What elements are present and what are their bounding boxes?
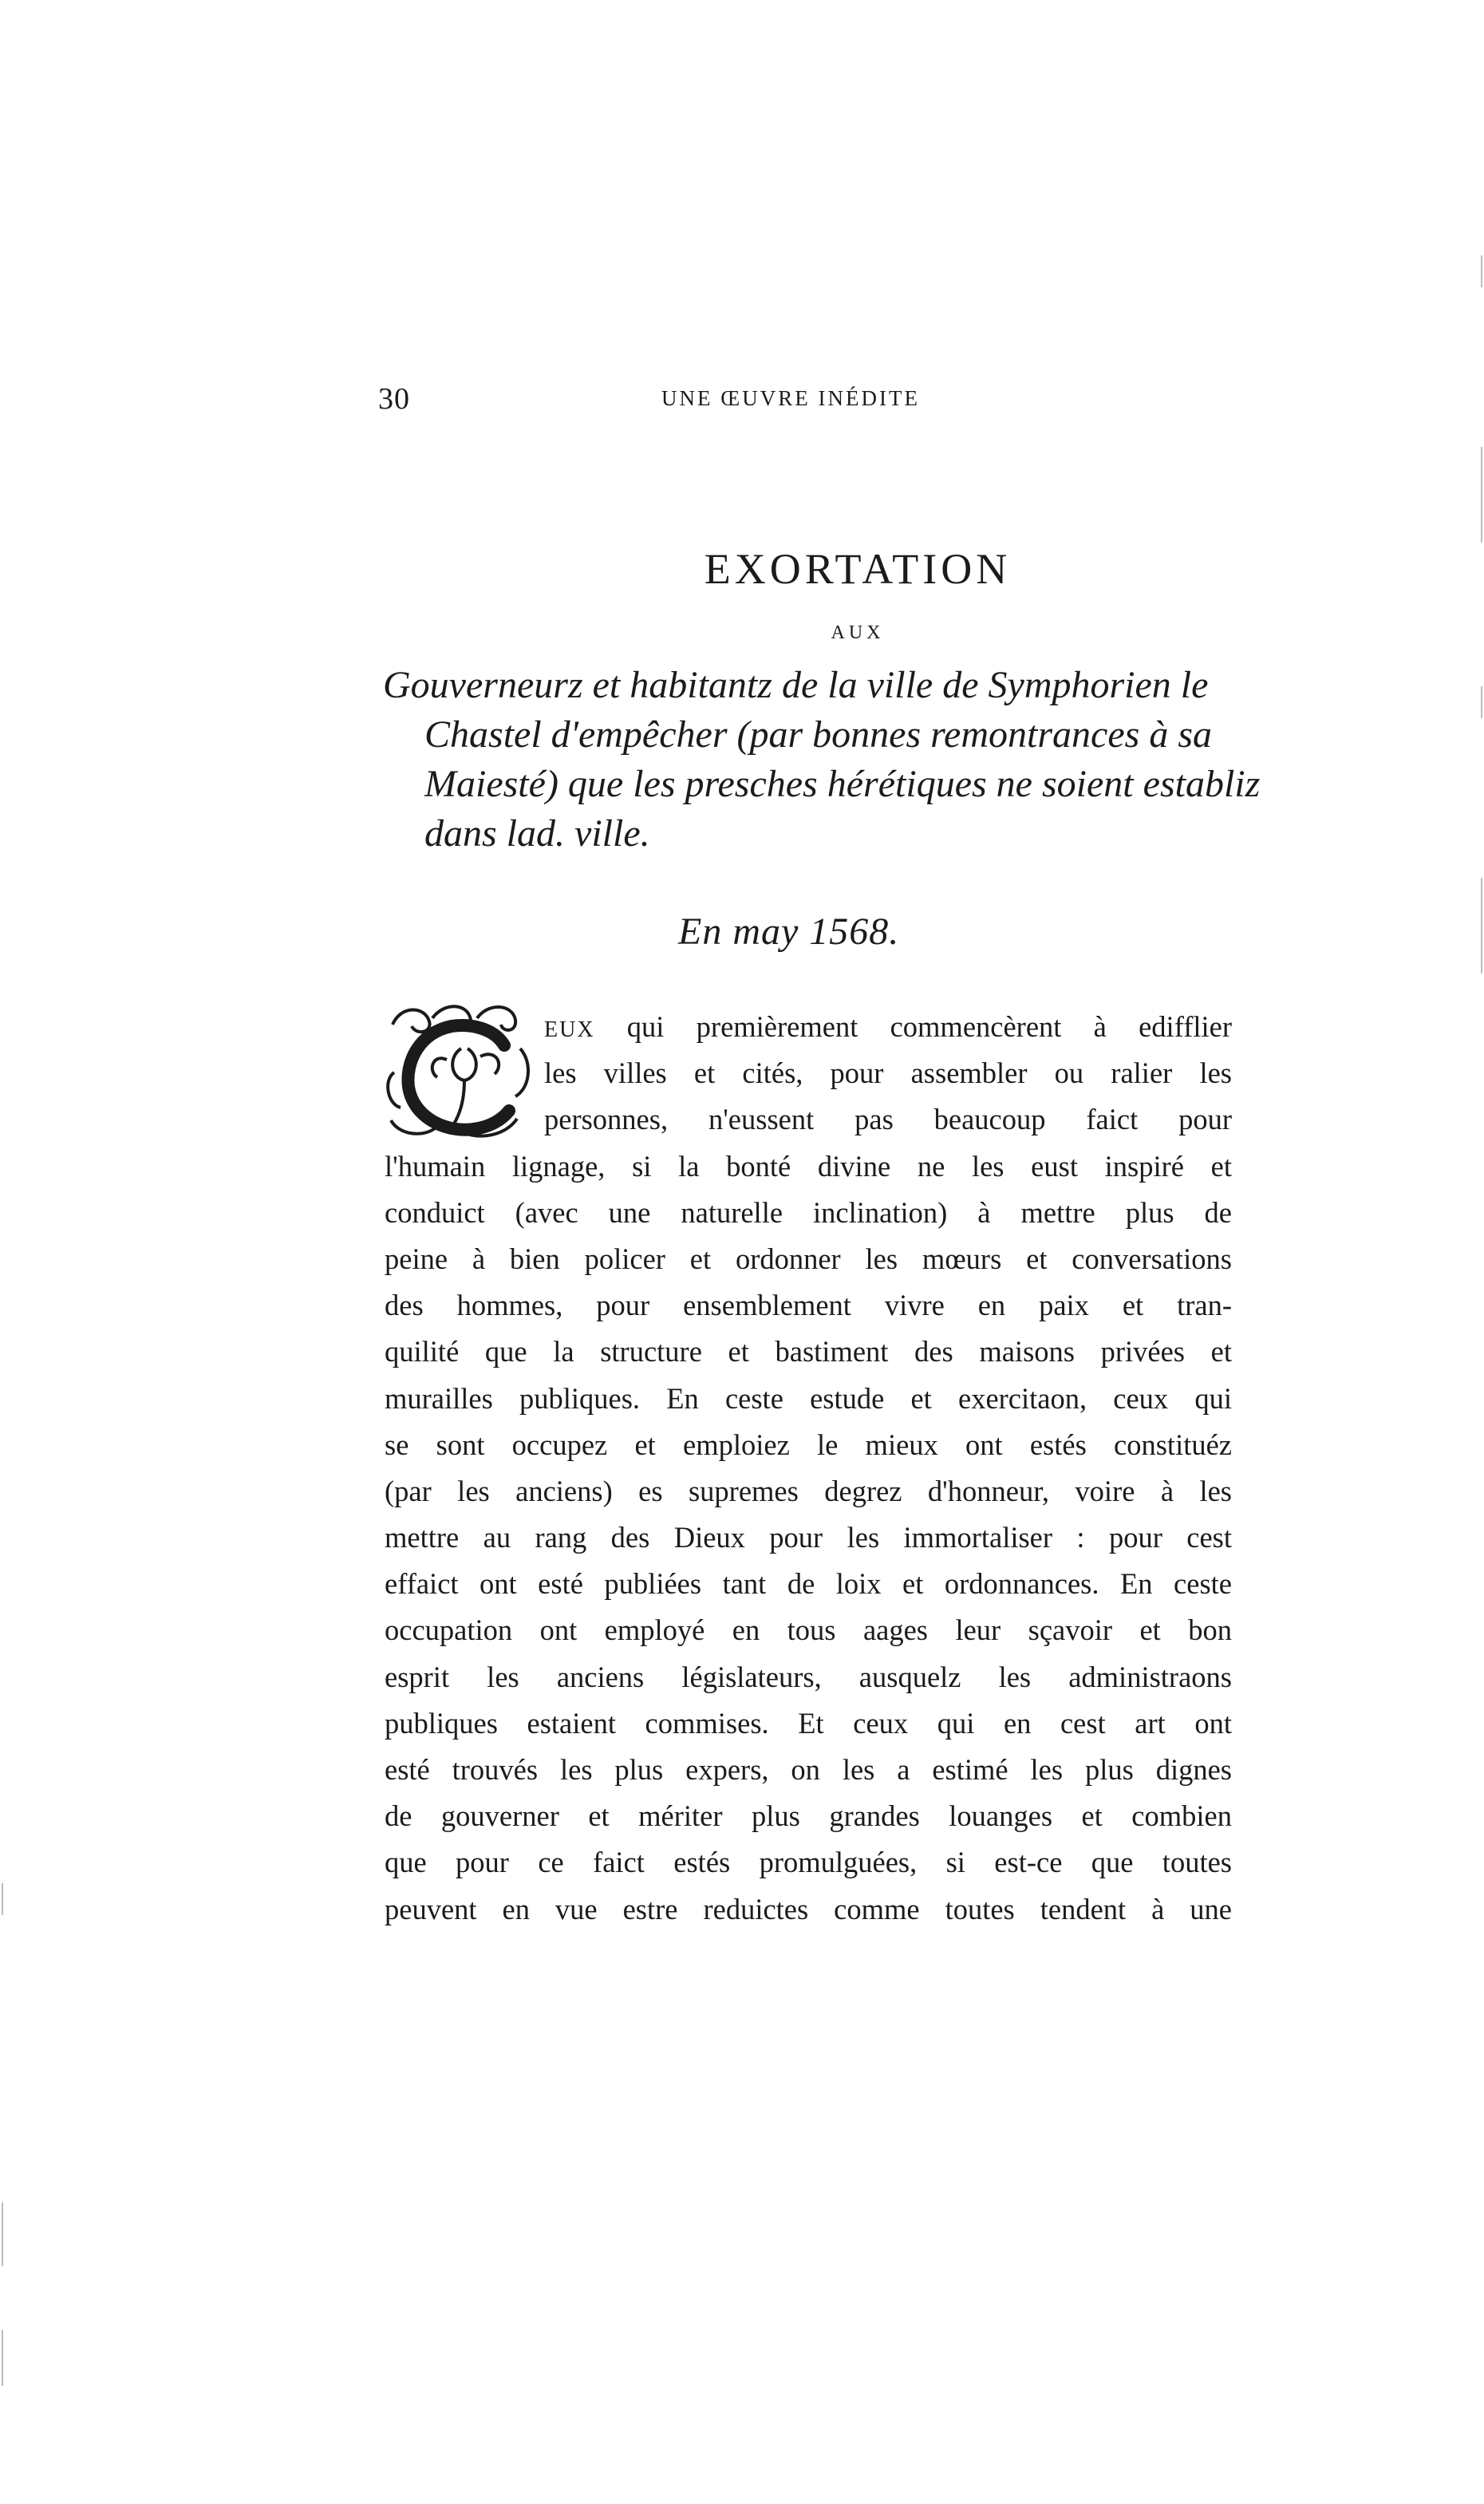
- body-line: EUX qui premièrement commencèrent à edifflier: [544, 1010, 1232, 1043]
- body-line: esté trouvés les plus expers, on les a estimé les plus dignes: [385, 1753, 1232, 1786]
- scan-edge-mark: [1481, 686, 1482, 718]
- section-title: EXORTATION: [704, 545, 1012, 593]
- scan-edge-mark: [1481, 255, 1482, 287]
- date-line: En may 1568.: [678, 910, 900, 953]
- body-line: conduict (avec une naturelle inclination) à mettre plus de: [385, 1195, 1232, 1229]
- body-line: des hommes, pour ensemblement vivre en paix et tran-: [385, 1289, 1232, 1322]
- heading-line: Gouverneurz et habitantz de la ville de Symphorien le: [383, 664, 1209, 706]
- section-heading: [383, 661, 1261, 859]
- body-line: peuvent en vue estre reduictes comme toutes tendent à une: [385, 1892, 1232, 1925]
- section-subtitle: AUX: [831, 622, 885, 643]
- body-line: effaict ont esté publiées tant de loix et ordonnances. En ceste: [385, 1567, 1232, 1601]
- body-text: [385, 1004, 1232, 1933]
- running-header: [378, 381, 1253, 421]
- body-line: mettre au rang des Dieux pour les immortaliser : pour cest: [385, 1521, 1232, 1554]
- scan-edge-mark: [1481, 878, 1482, 974]
- heading-line: dans lad. ville.: [424, 812, 650, 855]
- body-line: peine à bien policer et ordonner les mœurs et conversations: [385, 1242, 1232, 1275]
- first-word-smallcaps: EUX: [544, 1017, 595, 1042]
- heading-line: Chastel d'empêcher (par bonnes remontrances à sa: [424, 713, 1212, 756]
- body-line: se sont occupez et emploiez le mieux ont estés constituéz: [385, 1428, 1232, 1461]
- body-line: (par les anciens) es supremes degrez d'honneur, voire à les: [385, 1474, 1232, 1507]
- body-line: publiques estaient commises. Et ceux qui en cest art ont: [385, 1706, 1232, 1740]
- heading-line: Maiesté) que les presches hérétiques ne soient establiz: [424, 763, 1261, 805]
- body-line: quilité que la structure et bastiment des maisons privées et: [385, 1335, 1232, 1369]
- body-line: de gouverner et mériter plus grandes louanges et combien: [385, 1799, 1232, 1833]
- body-line: les villes et cités, pour assembler ou ralier les: [544, 1056, 1232, 1090]
- body-line: personnes, n'eussent pas beaucoup faict pour: [544, 1103, 1232, 1136]
- scan-edge-mark: [2, 2202, 3, 2266]
- scan-edge-mark: [2, 1883, 3, 1915]
- body-line: que pour ce faict estés promulguées, si est-ce que toutes: [385, 1846, 1232, 1879]
- scan-edge-mark: [2, 2330, 3, 2386]
- body-line: esprit les anciens législateurs, ausquelz les administraons: [385, 1660, 1232, 1693]
- running-title: UNE ŒUVRE INÉDITE: [661, 386, 920, 410]
- body-line: murailles publiques. En ceste estude et exercitaon, ceux qui: [385, 1381, 1232, 1415]
- body-line: l'humain lignage, si la bonté divine ne les eust inspiré et: [385, 1149, 1232, 1183]
- page-number: 30: [378, 382, 410, 416]
- scan-edge-mark: [1481, 447, 1482, 543]
- body-line: occupation ont employé en tous aages leur sçavoir et bon: [385, 1613, 1232, 1647]
